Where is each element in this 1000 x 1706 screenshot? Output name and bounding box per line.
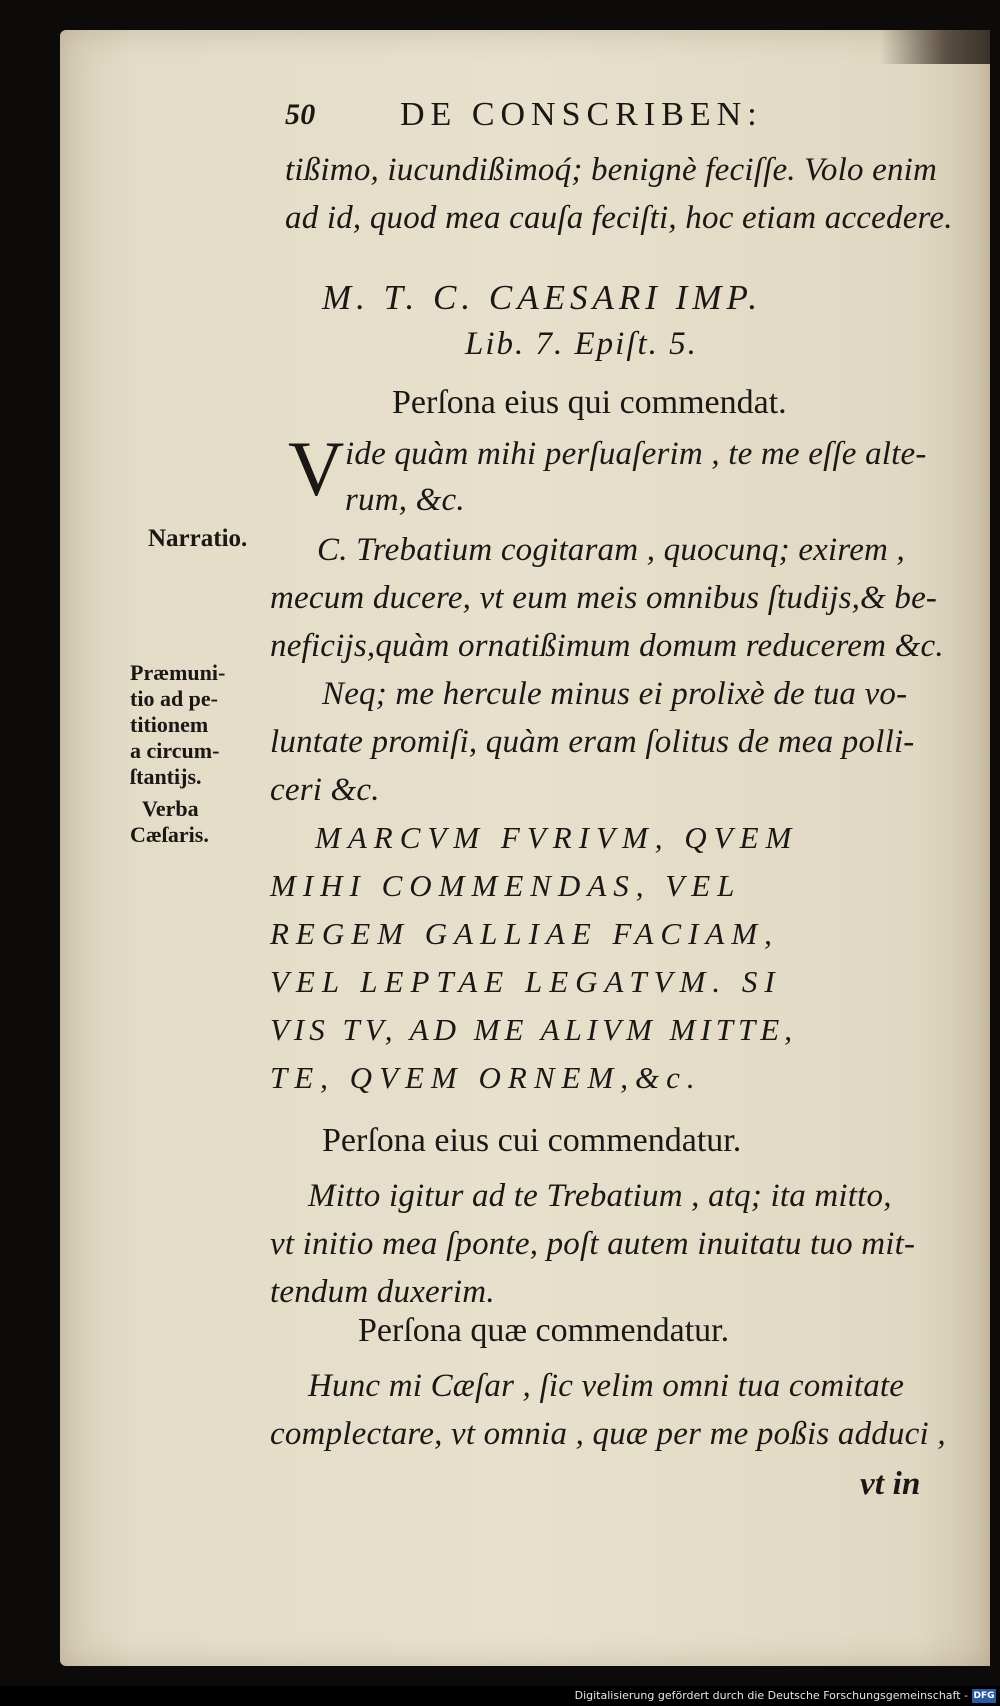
text-line: ide quàm mihi perſuaſerim , te me eſſe alte-: [345, 436, 927, 472]
footer-bar: [0, 1686, 1000, 1706]
letter-reference: Lib. 7. Epiſt. 5.: [465, 326, 698, 362]
text-line: luntate promiſi, quàm eram ſolitus de mea polli-: [270, 724, 915, 760]
page-corner-shadow: [880, 30, 990, 64]
margin-note-praemunitio: titionem: [130, 712, 209, 737]
text-line: Hunc mi Cæſar , ſic velim omni tua comitate: [308, 1368, 905, 1404]
text-line: rum, &c.: [345, 482, 465, 518]
letter-title: M. T. C. CAESARI IMP.: [322, 278, 763, 317]
section-heading: Perſona eius cui commendatur.: [322, 1122, 742, 1159]
text-line: ceri &c.: [270, 772, 380, 808]
caps-line: MARCVM FVRIVM, QVEM: [315, 820, 799, 855]
text-line: complectare, vt omnia , quæ per me poßis adduci ,: [270, 1416, 946, 1452]
book-page: [60, 30, 990, 1666]
text-line: tißimo, iucundißimoq́; benignè feciſſe. Volo enim: [285, 152, 938, 188]
footer-credit: Digitalisierung gefördert durch die Deutsche Forschungsgemeinschaft -: [574, 1689, 968, 1702]
text-line: tendum duxerim.: [270, 1274, 495, 1310]
catchword: vt in: [860, 1466, 921, 1502]
caps-line: VEL LEPTAE LEGATVM. SI: [270, 964, 782, 999]
caps-line: VIS TV, AD ME ALIVM MITTE,: [270, 1012, 797, 1047]
text-line: mecum ducere, vt eum meis omnibus ſtudijs,& be-: [270, 580, 938, 616]
dfg-logo: DFG: [973, 1691, 995, 1701]
margin-note-praemunitio: Præmuni-: [130, 660, 226, 685]
margin-note-praemunitio: tio ad pe-: [130, 686, 218, 711]
text-line: ad id, quod mea cauſa feciſti, hoc etiam accedere.: [285, 200, 953, 236]
text-line: C. Trebatium cogitaram , quocunq; exirem ,: [317, 532, 905, 568]
caps-line: REGEM GALLIAE FACIAM,: [270, 916, 779, 951]
text-line: neficijs,quàm ornatißimum domum reducerem &c.: [270, 628, 944, 664]
drop-cap: V: [288, 425, 345, 512]
margin-note-narratio: Narratio.: [148, 525, 248, 552]
margin-note-verba: Cæſaris.: [130, 822, 209, 847]
text-line: Mitto igitur ad te Trebatium , atq; ita mitto,: [308, 1178, 892, 1214]
text-line: Neq; me hercule minus ei prolixè de tua vo-: [322, 676, 908, 712]
margin-note-praemunitio: ſtantijs.: [130, 764, 202, 789]
caps-line: MIHI COMMENDAS, VEL: [270, 868, 742, 903]
running-head: DE CONSCRIBEN:: [400, 96, 763, 133]
text-line: vt initio mea ſponte, poſt autem inuitatu tuo mit-: [270, 1226, 916, 1262]
page-number: 50: [285, 98, 316, 131]
margin-note-verba: Verba: [142, 796, 199, 821]
section-heading: Perſona eius qui commendat.: [392, 384, 787, 421]
margin-note-praemunitio: a circum-: [130, 738, 220, 763]
section-heading: Perſona quæ commendatur.: [358, 1312, 730, 1349]
caps-line: TE, QVEM ORNEM,&c.: [270, 1060, 702, 1095]
